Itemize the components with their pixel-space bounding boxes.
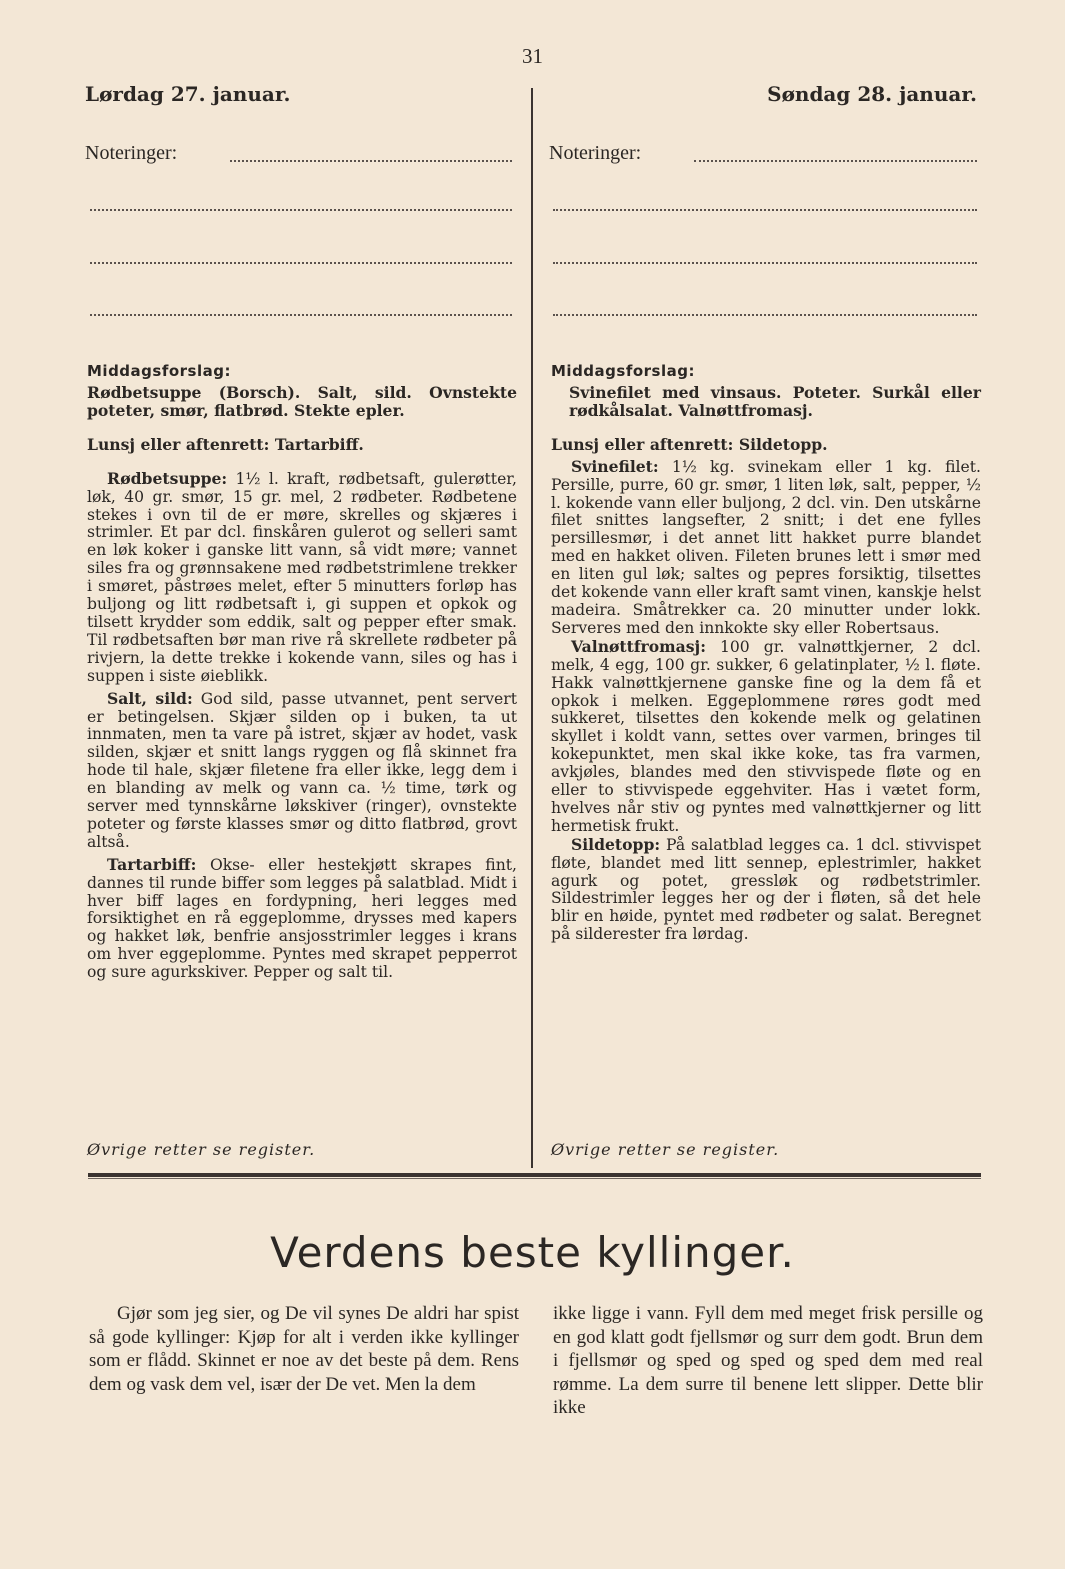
- lunsj-left: Lunsj eller aftenrett: Tartarbiff.: [87, 434, 364, 454]
- middag-label-left: Middagsforslag:: [87, 362, 231, 380]
- notes-label-left: Noteringer:: [85, 142, 178, 164]
- footer-note-right: Øvrige retter se register.: [551, 1140, 780, 1159]
- story-text-right: ikke ligge i vann. Fyll dem med meget frisk persille og en god klatt godt fjellsmør og surr dem godt. Brun dem i fjellsmør og sped og sped og sped dem med real rømme. La dem surre til benene lett slipper. Dette blir ikke: [553, 1303, 983, 1419]
- recipe-svinefilet: [551, 458, 981, 638]
- recipe-body: God sild, passe utvannet, pent servert er betingelsen. Skjær silden op i buken, ta ut innmaten, men ta vare på istret, skjær av hodet, vask silden, skjær et snitt langs ryggen og flå skinnet fra hode til hale, skjær filetene fra eller ikke, legg dem i en blanding av melk og vann ca. ½ time, tørk og server med tynnskårne løkskiver (ringer), ovnstekte poteter og første klasses smør og ditto flatbrød, grovt altså.: [87, 689, 517, 851]
- recipe-tartarbiff: [87, 856, 517, 982]
- notes-line-left-3: [90, 262, 512, 264]
- recipe-body: 1½ l. kraft, rødbetsaft, gulerøtter, løk, 40 gr. smør, 15 gr. mel, 2 rødbeter. Rødbetene stekes i ovn til de er møre, skrelles og skjæres i strimler. Et par dcl. finskåren gulerot og selleri samt en løk koker i ganske litt vann, så vidt møre; vannet siles fra og grønnsakene med rødbetstrimlene trekker i smøret, påstrøes melet, efter 5 minutters forløp has buljong og litt rødbetsaft i, gi suppen et opkok og tilsett krydder som eddik, salt og pepper efter smak. Til rødbetsaften bør man rive rå skrellete rødbeter på rivjern, la dette trekke i kokende vann, siles og has i suppen i siste øieblikk.: [87, 469, 518, 685]
- menu-left: Rødbetsuppe (Borsch). Salt, sild. Ovnstekte poteter, smør, flatbrød. Stekte epler.: [87, 383, 517, 420]
- notes-label-right: Noteringer:: [549, 142, 642, 164]
- page-number: 31: [522, 44, 543, 68]
- recipe-title: Rødbetsuppe:: [107, 468, 228, 488]
- story-title: Verdens beste kyllinger.: [270, 1228, 795, 1277]
- day-heading-saturday: Lørdag 27. januar.: [85, 82, 291, 106]
- recipe-body: Okse- eller hestekjøtt skrapes fint, dannes til runde biffer som legges på salatblad. Midt i hver biff lages en fordypning, heri legges med forsiktighet en rå eggeplomme, drysses med kapers og hakket løk, benfrie ansjosstrimler legges i krans om hver eggeplomme. Pyntes med skrapet pepperrot og sure agurkskiver. Pepper og salt til.: [87, 855, 517, 982]
- recipe-title: Sildetopp:: [571, 834, 661, 854]
- middag-label-right: Middagsforslag:: [551, 362, 695, 380]
- notes-line-right-2: [553, 209, 977, 211]
- recipe-title: Svinefilet:: [571, 456, 659, 476]
- story-text-left: [89, 1302, 519, 1396]
- notes-line-left-2: [90, 209, 512, 211]
- recipe-title: Tartarbiff:: [107, 854, 197, 874]
- notes-line-left-4: [90, 314, 512, 316]
- notes-line-left-1: [230, 160, 512, 162]
- recipe-title: Salt, sild:: [107, 688, 193, 708]
- recipe-rodbetsuppe: [87, 470, 517, 686]
- column-divider: [531, 88, 533, 1168]
- menu-right: Svinefilet med vinsaus. Poteter. Surkål eller rødkålsalat. Valnøttfromasj.: [569, 383, 981, 420]
- recipe-body: 1½ kg. svinekam eller 1 kg. filet. Persille, purre, 60 gr. smør, 1 liten løk, salt, pepper, ½ l. kokende vann eller buljong, 2 dcl. vin. Den utskårne filet snittes langsefter, 2 snitt; i det ene fylles persillesmør, i det annet litt hakket purre blandet med en hakket oliven. Fileten brunes lett i smør med en liten gul løk; saltes og pepres forsiktig, tilsettes det kokende vann eller kraft samt vinen, kanskje helst madeira. Småtrekker ca. 20 minutter under lokk. Serveres med den innkokte sky eller Robertsaus.: [551, 457, 981, 637]
- notes-line-right-4: [553, 314, 977, 316]
- footer-note-left: Øvrige retter se register.: [87, 1140, 316, 1159]
- section-rule-thin: [88, 1178, 981, 1179]
- story-paragraph-left: Gjør som jeg sier, og De vil synes De aldri har spist så gode kyllinger: Kjøp for alt i verden ikke kyllinger som er flådd. Skinnet er noe av det beste på dem. Rens dem og vask dem vel, især der De vet. Men la dem: [89, 1303, 519, 1395]
- recipes-left: [87, 384, 517, 982]
- recipe-body: På salatblad legges ca. 1 dcl. stivvispet fløte, blandet med litt sennep, eplestrimler, hakket agurk og potet, gressløk og rødbetstrimler. Sildestrimler legges her og der i fløten, så det hele blir en høide, pyntet med rødbeter og salat. Beregnet på silderester fra lørdag.: [551, 835, 981, 944]
- notes-line-right-3: [553, 262, 977, 264]
- recipe-title: Valnøttfromasj:: [571, 636, 706, 656]
- notes-line-right-1: [694, 160, 977, 162]
- recipe-valnottfromasj: [551, 638, 981, 836]
- section-rule: [88, 1173, 981, 1177]
- day-heading-sunday: Søndag 28. januar.: [767, 82, 977, 106]
- lunsj-right: Lunsj eller aftenrett: Sildetopp.: [551, 434, 828, 454]
- recipe-body: 100 gr. valnøttkjerner, 2 dcl. melk, 4 egg, 100 gr. sukker, 6 gelatinplater, ½ l. fløte. Hakk valnøttkjernene ganske fine og la dem få et opkok i melken. Eggeplommene røres godt med sukkeret, tilsettes den kokende melk og gelatinen skyllet i koldt vann, settes over varmen, bringes til kokepunktet, men skal ikke koke, tas fra varmen, avkjøles, blandes med den stivvispede fløte og en eller to stivvispede eggehviter. Has i vætet form, hvelves når stiv og pyntes med valnøttkjerner og litt hermetisk frukt.: [551, 637, 981, 835]
- recipes-right: [551, 384, 981, 944]
- recipe-salt-sild: [87, 690, 517, 852]
- recipe-sildetopp: [551, 836, 981, 944]
